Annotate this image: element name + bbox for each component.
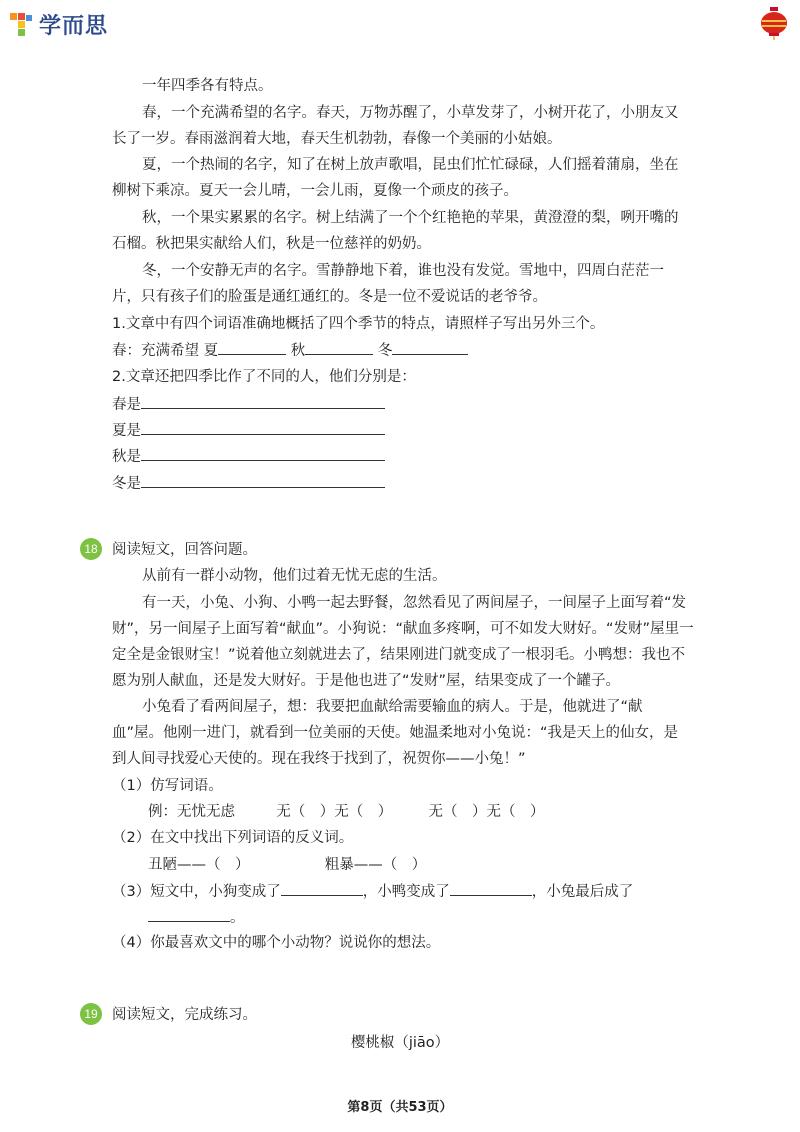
q19-passage-title: 樱桃椒（jiāo） [350, 1035, 450, 1051]
passage-line: 有一天，小兔、小狗、小鸭一起去野餐，忽然看见了两间屋子，一间屋子上面写着“发 [142, 595, 687, 611]
passage-line: 小兔看了看两间屋子，想：我要把血献给需要输血的病人。于是，他就进了“献 [142, 699, 643, 715]
antonym-rough[interactable]: 粗暴——（ ） [324, 857, 427, 873]
passage-line: 到人间寻找爱心天使的。现在我终于找到了，祝贺你——小兔！” [112, 751, 526, 767]
passage-line: 从前有一群小动物，他们过着无忧无虑的生活。 [142, 568, 447, 584]
winter-person-blank[interactable] [141, 473, 385, 488]
rabbit-answer-blank[interactable] [148, 907, 230, 922]
spring-person-label: 春是 [112, 397, 141, 413]
sub-question-1-blanks[interactable]: 无（ ）无（ ） 无（ ）无（ ） [276, 804, 545, 820]
q18-instruction: 阅读短文，回答问题。 [112, 542, 257, 558]
spring-person-blank[interactable] [141, 394, 385, 409]
sub-question-3-part-a: （3）短文中，小狗变成了 [112, 884, 281, 900]
passage-line: 血”屋。他刚一进门，就看到一位美丽的天使。她温柔地对小兔说：“我是天上的仙女，是 [112, 725, 679, 741]
question-1: 1.文章中有四个词语准确地概括了四个季节的特点，请照样子写出另外三个。 [112, 316, 605, 332]
passage-line: 春，一个充满希望的名字。春天，万物苏醒了，小草发芽了，小树开花了，小朋友又 [142, 105, 679, 121]
spring-example: 春：充满希望 [112, 343, 199, 359]
question-1-answers [112, 340, 468, 361]
sub-question-4: （4）你最喜欢文中的哪个小动物？说说你的想法。 [112, 935, 441, 951]
passage-line: 定全是金银财宝！”说着他立刻就进去了，结果刚进门就变成了一根羽毛。小鸭想：我也不 [112, 647, 686, 663]
brand-name: 学而思 [39, 14, 109, 39]
summer-blank[interactable] [218, 340, 286, 355]
question-number-badge: 19 [80, 1003, 102, 1025]
autumn-person-label: 秋是 [112, 449, 141, 465]
passage-line: 石榴。秋把果实献给人们，秋是一位慈祥的奶奶。 [112, 236, 431, 252]
sub-question-3-continued [148, 907, 245, 928]
sub-question-2-row [148, 855, 426, 875]
duck-answer-blank[interactable] [450, 881, 532, 896]
autumn-person-row [112, 446, 385, 467]
sub-question-3-part-c: ，小兔最后成了 [531, 884, 634, 900]
summer-person-row [112, 420, 385, 441]
passage-line: 夏，一个热闹的名字，知了在树上放声歌唱，昆虫们忙忙碌碌，人们摇着蒲扇，坐在 [142, 157, 679, 173]
question-2: 2.文章还把四季比作了不同的人，他们分别是： [112, 369, 416, 385]
autumn-person-blank[interactable] [141, 446, 385, 461]
sub-question-2: （2）在文中找出下列词语的反义词。 [112, 830, 354, 846]
sub-question-3 [112, 881, 633, 902]
autumn-label: 秋 [290, 343, 306, 359]
passage-line: 财”，另一间屋子上面写着“献血”。小狗说：“献血多疼啊，可不如发大财好。“发财”屋里一 [112, 621, 694, 637]
xueersi-logo-icon [8, 11, 36, 39]
dog-answer-blank[interactable] [281, 881, 363, 896]
summer-label: 夏 [203, 343, 219, 359]
sub-question-3-end: 。 [230, 910, 245, 926]
brand-logo [8, 9, 108, 40]
lantern-icon [758, 6, 790, 40]
page-number: 第8页（共53页） [347, 1100, 453, 1115]
summer-person-blank[interactable] [141, 420, 385, 435]
sub-question-1: （1）仿写词语。 [112, 778, 223, 794]
passage-line: 柳树下乘凉。夏天一会儿晴，一会儿雨，夏像一个顽皮的孩子。 [112, 183, 518, 199]
passage-line: 一年四季各有特点。 [142, 78, 273, 94]
passage-line: 片，只有孩子们的脸蛋是通红通红的。冬是一位不爱说话的老爷爷。 [112, 289, 547, 305]
sub-question-1-example: 例：无忧无虑 [148, 804, 235, 820]
passage-line: 愿为别人献血，还是发大财好。于是他也进了“发财”屋，结果变成了一个罐子。 [112, 673, 621, 689]
spring-person-row [112, 394, 385, 415]
passage-line: 长了一岁。春雨滋润着大地，春天生机勃勃，春像一个美丽的小姑娘。 [112, 131, 562, 147]
winter-label: 冬 [377, 343, 393, 359]
passage-line: 秋，一个果实累累的名字。树上结满了一个个红艳艳的苹果，黄澄澄的梨，咧开嘴的 [142, 210, 679, 226]
winter-person-row [112, 473, 385, 494]
sub-question-1-example-row [148, 802, 544, 822]
winter-person-label: 冬是 [112, 476, 141, 492]
question-number-badge: 18 [80, 538, 102, 560]
sub-question-3-part-b: ，小鸭变成了 [362, 884, 450, 900]
autumn-blank[interactable] [305, 340, 373, 355]
summer-person-label: 夏是 [112, 423, 141, 439]
passage-line: 冬，一个安静无声的名字。雪静静地下着，谁也没有发觉。雪地中，四周白茫茫一 [142, 263, 664, 279]
winter-blank[interactable] [392, 340, 468, 355]
q19-instruction: 阅读短文，完成练习。 [112, 1007, 257, 1023]
antonym-ugly[interactable]: 丑陋——（ ） [148, 857, 250, 873]
